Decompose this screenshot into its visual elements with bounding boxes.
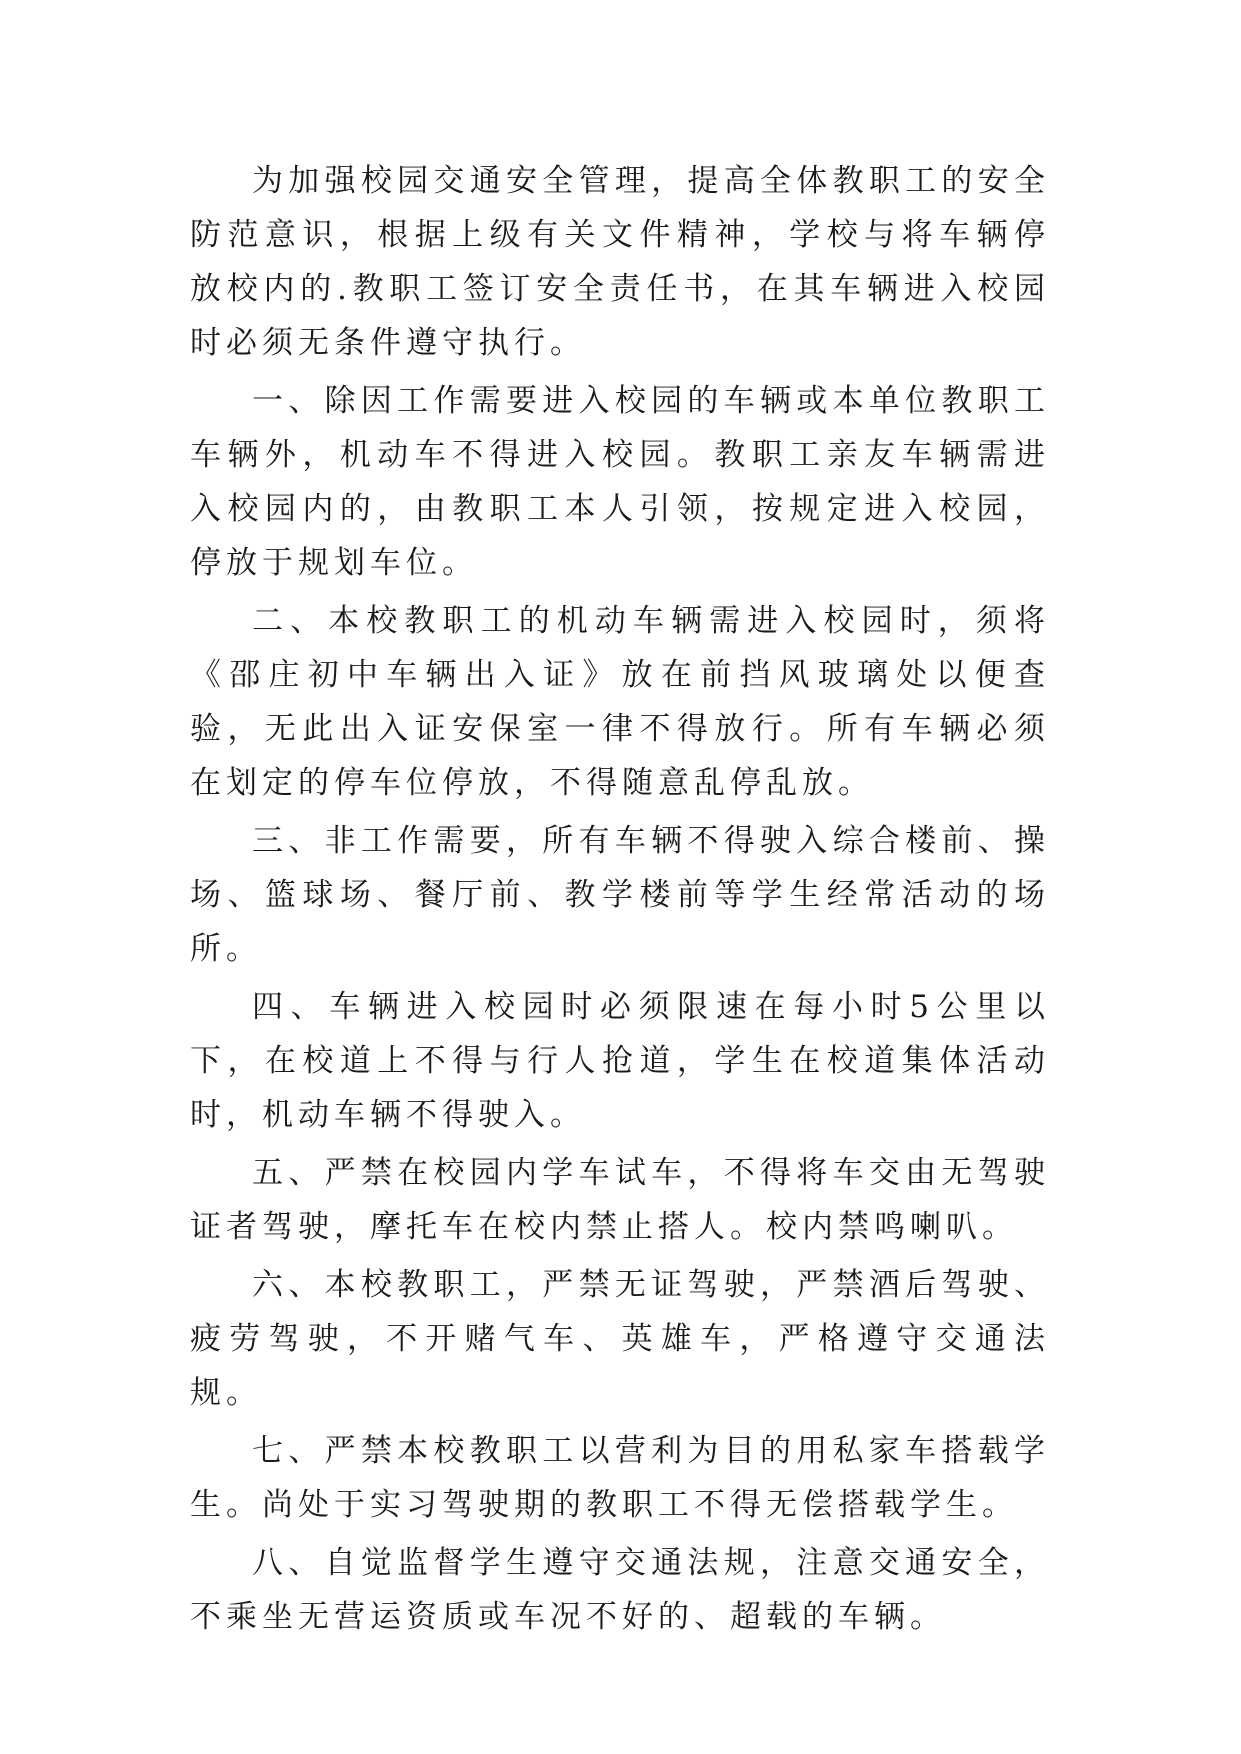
document-body [190, 154, 1050, 1648]
clause-8-paragraph: 八、自觉监督学生遵守交通法规，注意交通安全，不乘坐无营运资质或车况不好的、超载的车辆。 [190, 1545, 1050, 1635]
clause-2-paragraph: 二、本校教职工的机动车辆需进入校园时，须将《邵庄初中车辆出入证》放在前挡风玻璃处以便查验，无此出入证安保室一律不得放行。所有车辆必须在划定的停车位停放，不得随意乱停乱放。 [190, 603, 1050, 801]
clause-6-paragraph: 六、本校教职工，严禁无证驾驶，严禁酒后驾驶、疲劳驾驶，不开赌气车、英雄车，严格遵守交通法规。 [190, 1267, 1050, 1411]
clause-5-paragraph: 五、严禁在校园内学车试车，不得将车交由无驾驶证者驾驶，摩托车在校内禁止搭人。校内禁鸣喇叭。 [190, 1155, 1050, 1245]
clause-7-paragraph: 七、严禁本校教职工以营利为目的用私家车搭载学生。尚处于实习驾驶期的教职工不得无偿搭载学生。 [190, 1433, 1050, 1523]
clause-1-paragraph: 一、除因工作需要进入校园的车辆或本单位教职工车辆外，机动车不得进入校园。教职工亲友车辆需进入校园内的，由教职工本人引领，按规定进入校园，停放于规划车位。 [190, 383, 1050, 581]
clause-3-paragraph: 三、非工作需要，所有车辆不得驶入综合楼前、操场、篮球场、餐厅前、教学楼前等学生经常活动的场所。 [190, 823, 1050, 967]
clause-4-paragraph: 四、车辆进入校园时必须限速在每小时5公里以下，在校道上不得与行人抢道，学生在校道集体活动时，机动车辆不得驶入。 [190, 989, 1050, 1133]
intro-paragraph: 为加强校园交通安全管理，提高全体教职工的安全防范意识，根据上级有关文件精神，学校与将车辆停放校内的.教职工签订安全责任书，在其车辆进入校园时必须无条件遵守执行。 [190, 163, 1050, 361]
